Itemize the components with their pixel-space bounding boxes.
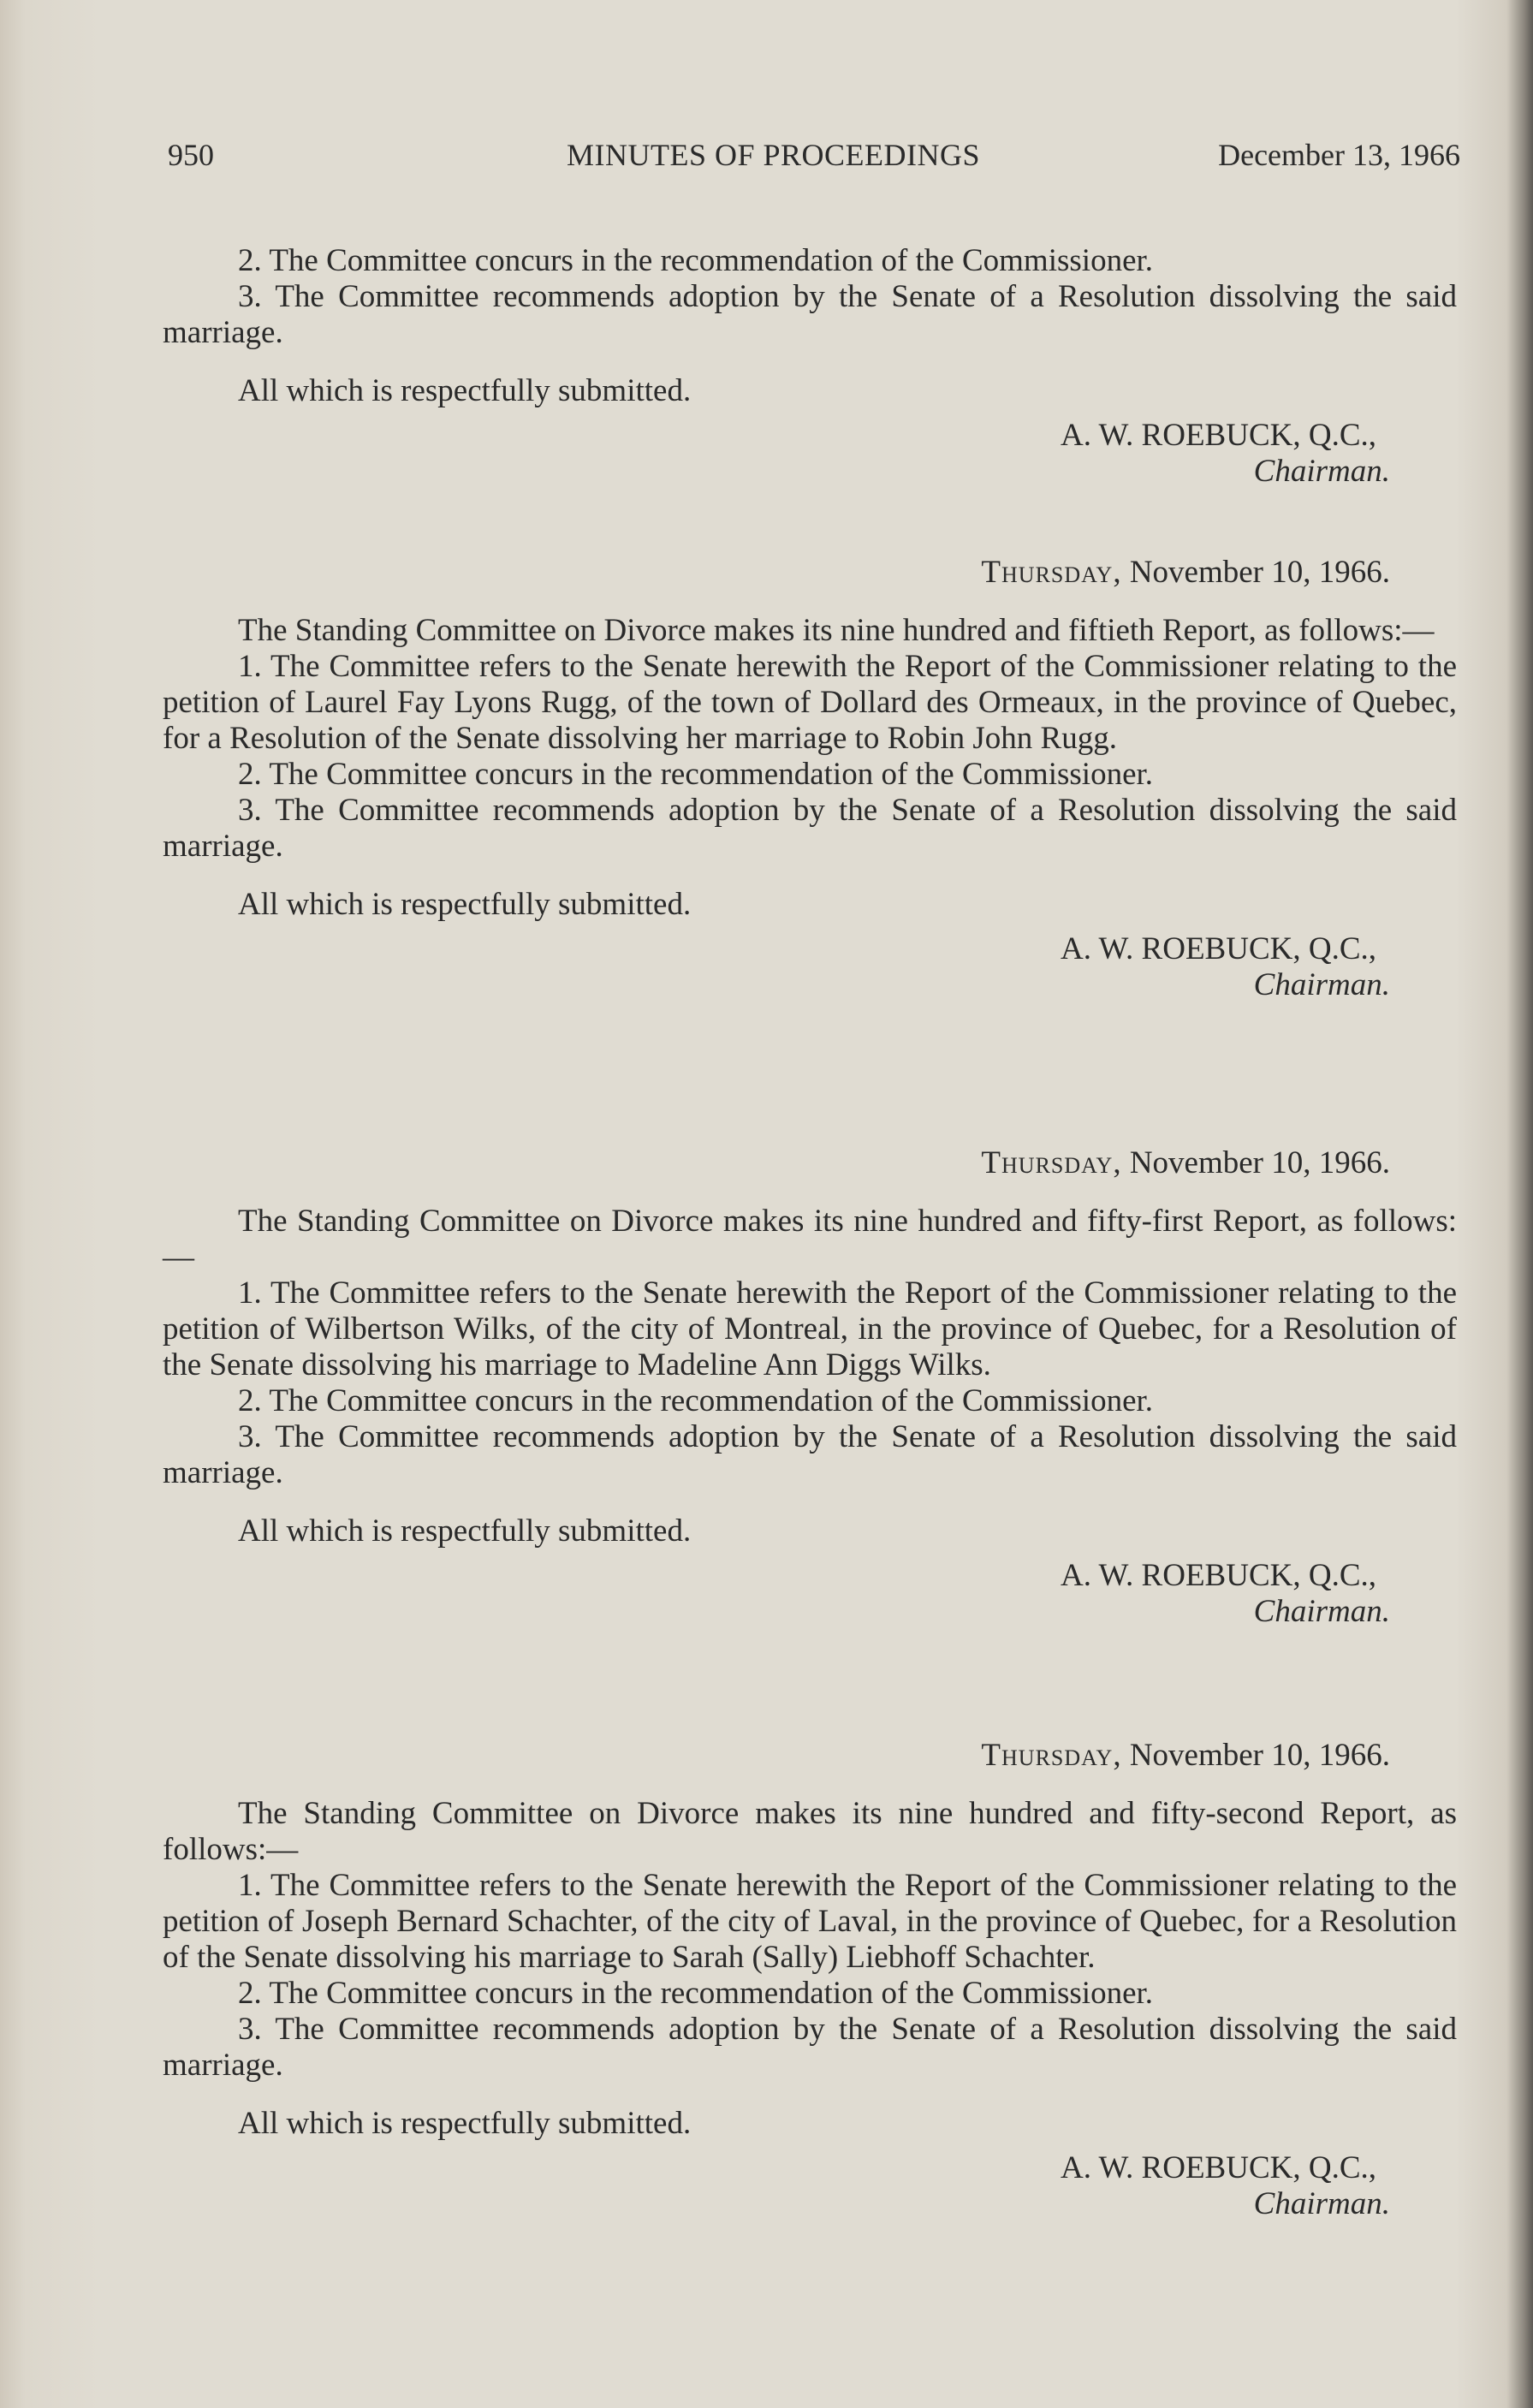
- item-3: 3. The Committee recommends adoption by the Senate of a Resolution dissolving the said marriage.: [163, 1419, 1457, 1490]
- report-952: [163, 1738, 1457, 2222]
- item-1: 1. The Committee refers to the Senate herewith the Report of the Commissioner relating to the petition of Joseph Bernard Schachter, of the city of Laval, in the province of Quebec, for a Resolution of the Senate dissolving his marriage to Sarah (Sally) Liebhoff Schachter.: [163, 1868, 1457, 1975]
- report-date-value: November 10, 1966.: [1129, 1738, 1390, 1773]
- report-day: Thursday,: [981, 555, 1122, 590]
- item-1: 1. The Committee refers to the Senate herewith the Report of the Commissioner relating to the petition of Laurel Fay Lyons Rugg, of the town of Dollard des Ormeaux, in the province of Quebec, for a Resolution of the Senate dissolving her marriage to Robin John Rugg.: [163, 649, 1457, 756]
- submitted-line: All which is respectfully submitted.: [238, 2106, 692, 2141]
- item-3: 3. The Committee recommends adoption by the Senate of a Resolution dissolving the said marriage.: [163, 793, 1457, 864]
- signer-role: Chairman.: [1253, 454, 1390, 489]
- report-950: [163, 555, 1457, 1003]
- report-day: Thursday,: [981, 1145, 1122, 1180]
- report-date: [163, 1738, 1457, 1774]
- report-date-value: November 10, 1966.: [1129, 555, 1390, 590]
- signer-name: A. W. ROEBUCK, Q.C.,: [1060, 931, 1376, 966]
- report-intro: The Standing Committee on Divorce makes its nine hundred and fiftieth Report, as follows:—: [238, 613, 1435, 648]
- signer-name: A. W. ROEBUCK, Q.C.,: [1060, 2150, 1376, 2185]
- running-title: MINUTES OF PROCEEDINGS: [567, 138, 981, 172]
- submitted-line: All which is respectfully submitted.: [238, 1513, 692, 1549]
- signer-role: Chairman.: [1253, 2186, 1390, 2221]
- signer-name: A. W. ROEBUCK, Q.C.,: [1060, 418, 1376, 453]
- report-date: [163, 1145, 1457, 1181]
- report-day: Thursday,: [981, 1738, 1122, 1773]
- item-3: 3. The Committee recommends adoption by the Senate of a Resolution dissolving the said marriage.: [163, 279, 1457, 350]
- signer-role: Chairman.: [1253, 967, 1390, 1002]
- item-1: 1. The Committee refers to the Senate herewith the Report of the Commissioner relating to the petition of Wilbertson Wilks, of the city of Montreal, in the province of Quebec, for a Resolution of the Senate dissolving his marriage to Madeline Ann Diggs Wilks.: [163, 1275, 1457, 1382]
- item-3: 3. The Committee recommends adoption by the Senate of a Resolution dissolving the said marriage.: [163, 2012, 1457, 2083]
- header-date: December 13, 1966: [1218, 138, 1460, 172]
- submitted-line: All which is respectfully submitted.: [238, 373, 692, 408]
- report-951: [163, 1145, 1457, 1630]
- item-2: 2. The Committee concurs in the recommendation of the Commissioner.: [238, 1383, 1154, 1418]
- signer-role: Chairman.: [1253, 1594, 1390, 1629]
- report-intro: The Standing Committee on Divorce makes its nine hundred and fifty-second Report, as follows:—: [163, 1796, 1457, 1867]
- submitted-line: All which is respectfully submitted.: [238, 887, 692, 922]
- item-2: 2. The Committee concurs in the recommendation of the Commissioner.: [238, 757, 1154, 792]
- report-intro: The Standing Committee on Divorce makes its nine hundred and fifty-first Report, as follows:—: [163, 1204, 1457, 1275]
- page-header: [168, 137, 1460, 176]
- signer-name: A. W. ROEBUCK, Q.C.,: [1060, 1558, 1376, 1593]
- report-date-value: November 10, 1966.: [1129, 1145, 1390, 1180]
- item-2: 2. The Committee concurs in the recommendation of the Commissioner.: [238, 243, 1154, 278]
- item-2: 2. The Committee concurs in the recommendation of the Commissioner.: [238, 1976, 1154, 2011]
- page-number: 950: [168, 138, 214, 172]
- report-date: [163, 555, 1457, 591]
- report-continuation: [163, 243, 1457, 490]
